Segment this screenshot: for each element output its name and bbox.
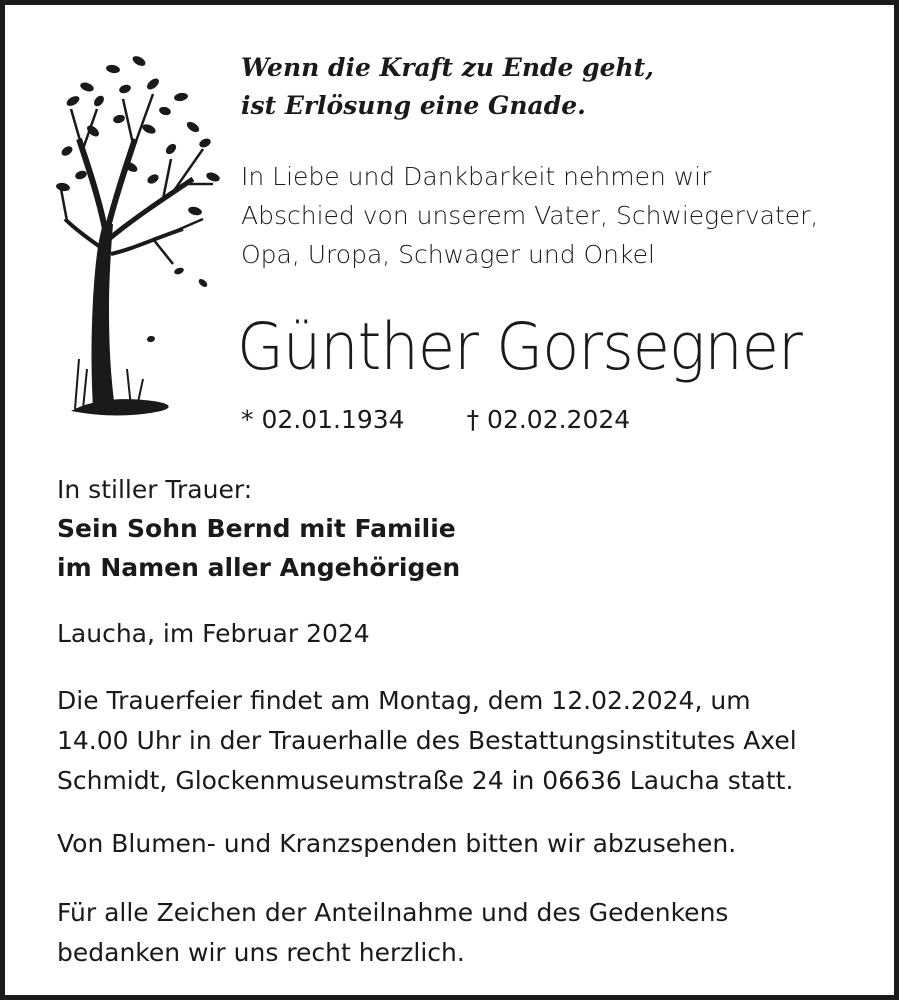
mourners bbox=[57, 509, 460, 587]
funeral-line: Die Trauerfeier findet am Montag, dem 12.02.2024, um bbox=[57, 686, 751, 715]
death-date: † 02.02.2024 bbox=[466, 405, 631, 434]
intro-line: Abschied von unserem Vater, Schwiegervater, bbox=[241, 201, 819, 230]
quote bbox=[241, 49, 654, 125]
mourners-line: Sein Sohn Bernd mit Familie bbox=[57, 514, 456, 543]
birth-date: * 02.01.1934 bbox=[241, 405, 405, 434]
life-dates bbox=[241, 401, 630, 439]
quote-line: Wenn die Kraft zu Ende geht, bbox=[241, 53, 654, 82]
mourning-label: In stiller Trauer: bbox=[57, 475, 253, 504]
thanks-line: Für alle Zeichen der Anteilnahme und des Gedenkens bbox=[57, 898, 729, 927]
thanks-text bbox=[57, 893, 728, 973]
quote-line: ist Erlösung eine Gnade. bbox=[241, 91, 586, 120]
funeral-line: 14.00 Uhr in der Trauerhalle des Bestattungsinstitutes Axel bbox=[57, 726, 797, 755]
intro-line: Opa, Uropa, Schwager und Onkel bbox=[241, 240, 655, 269]
intro-line: In Liebe und Dankbarkeit nehmen wir bbox=[241, 162, 712, 191]
deceased-name: Günther Gorsegner bbox=[237, 310, 802, 385]
place-date: Laucha, im Februar 2024 bbox=[57, 619, 370, 648]
funeral-info bbox=[57, 681, 797, 801]
flowers-note: Von Blumen- und Kranzspenden bitten wir abzusehen. bbox=[57, 829, 737, 858]
tree-illustration-icon bbox=[53, 39, 225, 424]
mourners-line: im Namen aller Angehörigen bbox=[57, 553, 461, 582]
intro-text bbox=[241, 157, 818, 274]
thanks-line: bedanken wir uns recht herzlich. bbox=[57, 938, 465, 967]
funeral-line: Schmidt, Glockenmuseumstraße 24 in 06636 Laucha statt. bbox=[57, 766, 794, 795]
